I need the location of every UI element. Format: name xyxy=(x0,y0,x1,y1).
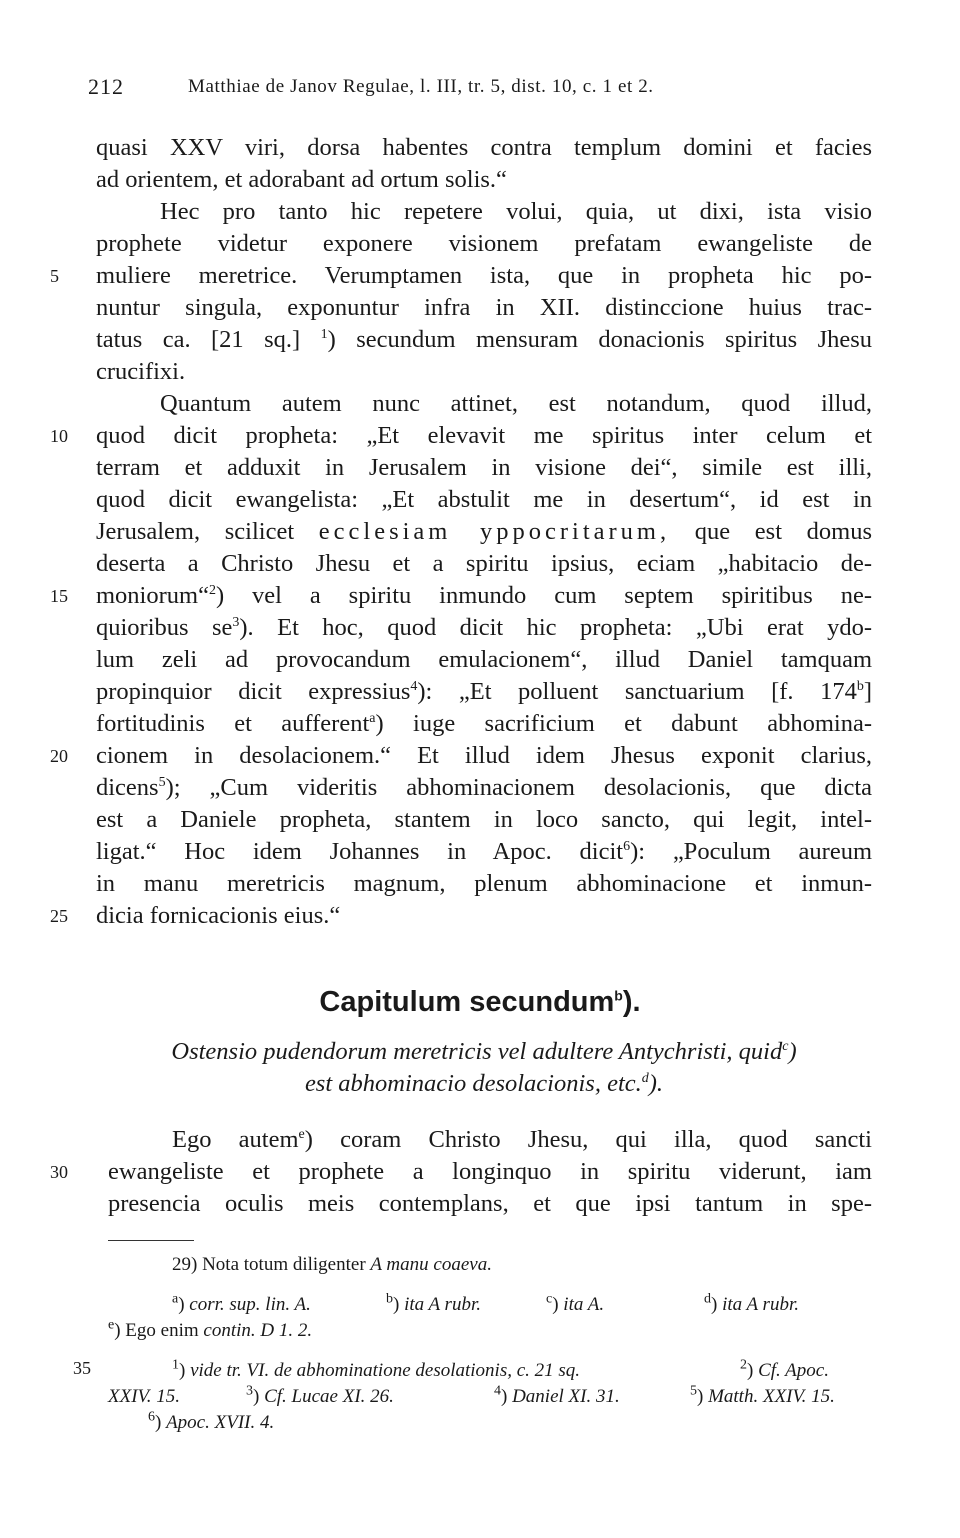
footnote-d: $^d$) ita A rubr. xyxy=(704,1291,799,1315)
chapter-title-ref: b xyxy=(614,987,623,1004)
text-line-14: deserta a Christo Jhesu et a spiritu ipsius, eciam „habitacio de- xyxy=(96,550,872,577)
footnote-text: ita A rubr. xyxy=(404,1294,481,1315)
text-fragment: que est domus xyxy=(694,518,873,545)
text-line-12: quod dicit ewangelista: „Et abstulit me in desertum“, id est in xyxy=(96,486,872,513)
text-fragment: tatus ca. [21 sq.] xyxy=(96,326,301,353)
text-line-13 xyxy=(96,516,872,548)
text-line-18: propinquior dicit expressius$^4$): „Et polluent sanctuarium [f. 174$^b$] xyxy=(96,678,873,705)
footnote-text: Apoc. XVII. 4. xyxy=(166,1412,275,1433)
line-number-35: 35 xyxy=(73,1358,91,1378)
line-number-15: 15 xyxy=(50,586,68,606)
footnote-text: ita A rubr. xyxy=(722,1294,799,1315)
chapter-text-line-2: ewangeliste et prophete a longinquo in spiritu viderunt, iam xyxy=(108,1158,872,1185)
chapter-subtitle-line-1: Ostensio pudendorum meretricis vel adultere Antychristi, quid$^c$) xyxy=(171,1038,797,1065)
text-line-11: terram et adduxit in Jerusalem in visione dei“, simile est illi, xyxy=(96,454,872,481)
footnote-text: Matth. XXIV. 15. xyxy=(708,1386,835,1407)
text-line-25: dicia fornicacionis eius.“ xyxy=(96,902,341,929)
footnote-2-cont xyxy=(108,1384,180,1410)
footnote-2: $^2$) Cf. Apoc. xyxy=(740,1357,829,1381)
footnote-ref-5: 5 xyxy=(158,774,166,790)
chapter-title-text: Capitulum secundum xyxy=(319,986,615,1018)
footnote-text: corr. sup. lin. A. xyxy=(189,1294,311,1315)
text-fragment: coram Christo Jhesu, qui illa, quod sancti xyxy=(340,1126,872,1153)
footnote-text: Cf. Apoc. xyxy=(758,1360,829,1381)
footnote-text: Nota totum diligenter xyxy=(202,1254,366,1275)
footnote-mark: d xyxy=(704,1291,711,1307)
text-line-23: ligat.“ Hoc idem Johannes in Apoc. dicit$^6$): „Poculum aureum xyxy=(96,838,873,865)
footnote-3: $^3$) Cf. Lucae XI. 26. xyxy=(246,1383,394,1407)
text-fragment: ] xyxy=(863,678,873,705)
text-line-2: ad orientem, et adorabant ad ortum solis.“ xyxy=(96,166,507,193)
line-number-25: 25 xyxy=(50,906,68,926)
footnote-ref-e: e xyxy=(298,1126,305,1142)
text-line-9: Quantum autem nunc attinet, est notandum, quod illud, xyxy=(160,390,872,417)
text-line-3: Hec pro tanto hic repetere volui, quia, ut dixi, ista visio xyxy=(160,198,872,225)
text-fragment: iuge sacrificium et dabunt abhomina- xyxy=(413,710,872,737)
text-line-6: nuntur singula, exponuntur infra in XII. distinccione huius trac- xyxy=(96,294,872,321)
footnote-ref-3: 3 xyxy=(232,614,240,630)
subtitle-text: Ostensio pudendorum meretricis vel adultere Antychristi, quid xyxy=(171,1038,783,1065)
text-fragment: vel a spiritu inmundo cum septem spiritibus ne- xyxy=(252,582,872,609)
footnote-ref-2: 2 xyxy=(208,582,216,598)
text-fragment: secundum mensuram donacionis spiritus Jhesu xyxy=(356,326,873,353)
footnote-b: $^b$) ita A rubr. xyxy=(386,1291,481,1315)
footnote-ref-1: 1 xyxy=(320,326,328,342)
footnote-ref-a: a xyxy=(369,710,376,726)
subtitle-ref-d: d xyxy=(641,1070,649,1086)
text-line-16: quioribus $se^3$). Et hoc, quod dicit hic propheta: „Ubi erat ydo- xyxy=(96,614,872,641)
text-line-21: dicens$^5$); „Cum videritis abhominacionem desolacionis, que dicta xyxy=(96,774,872,801)
footnote-number: 29) xyxy=(172,1254,198,1275)
text-line-4: prophete videtur exponere visionem prefatam ewangeliste de xyxy=(96,230,872,257)
text-fragment: Jerusalem, scilicet xyxy=(96,518,295,545)
text-fragment: fortitudinis et aufferent xyxy=(96,710,370,737)
footnote-mark: 2 xyxy=(740,1357,747,1373)
footnote-italic: A manu coaeva. xyxy=(370,1254,492,1275)
text-line-7: tatus ca. [21 sq.] $^1$) secundum mensuram donacionis spiritus Jhesu xyxy=(96,326,873,353)
text-fragment: „Cum videritis abhominacionem desolacionis, que dicta xyxy=(209,774,872,801)
text-fragment: „Et polluent sanctuarium [f. 174 xyxy=(458,678,857,705)
spaced-emphasis: ecclesiam yppocritarum, xyxy=(318,518,671,545)
chapter-text-line-1: Ego autem$^e$) coram Christo Jhesu, qui illa, quod sancti xyxy=(172,1126,872,1153)
line-number-10: 10 xyxy=(50,426,68,446)
footnote-5: $^5$) Matth. XXIV. 15. xyxy=(690,1383,835,1407)
footnote-mark: 3 xyxy=(246,1383,253,1399)
subtitle-text: est abhominacio desolacionis, etc. xyxy=(304,1070,642,1097)
footnote-mark: 4 xyxy=(494,1383,501,1399)
text-fragment: propinquior dicit expressius xyxy=(96,678,411,705)
text-line-24: in manu meretricis magnum, plenum abhominacione et inmun- xyxy=(96,870,872,897)
text-fragment: Et hoc, quod dicit hic propheta: „Ubi erat ydo- xyxy=(277,614,872,641)
text-line-15: moniorum“$^2$) vel a spiritu inmundo cum septem spiritibus ne- xyxy=(96,582,872,609)
footnote-text: vide tr. VI. de abhominatione desolationis, c. 21 sq. xyxy=(190,1360,581,1381)
text-fragment: „Poculum aureum xyxy=(672,838,873,865)
line-number-5: 5 xyxy=(50,266,59,286)
footnote-e: $^e$) Ego enim contin. D 1. 2. xyxy=(108,1317,313,1341)
footnote-4: $^4$) Daniel XI. 31. xyxy=(494,1383,620,1407)
line-number-20: 20 xyxy=(50,746,68,766)
text-line-22: est a Daniele propheta, stantem in loco sancto, qui legit, intel- xyxy=(96,806,872,833)
footnote-italic: contin. D 1. 2. xyxy=(203,1320,313,1341)
chapter-subtitle-line-2: est abhominacio desolacionis, etc.$^d$). xyxy=(304,1070,664,1097)
line-number-30: 30 xyxy=(50,1162,68,1182)
text-fragment: moniorum“ xyxy=(96,582,209,609)
footnote-text: Daniel XI. 31. xyxy=(512,1386,620,1407)
text-line-10: quod dicit propheta: „Et elevavit me spiritus inter celum et xyxy=(96,422,872,449)
text-fragment: Ego autem xyxy=(172,1126,299,1153)
footnote-mark: e xyxy=(108,1317,115,1333)
page-header xyxy=(88,74,878,104)
footnote-ref-4: 4 xyxy=(410,678,418,694)
footnote-mark: 1 xyxy=(172,1357,179,1373)
footnote-text: ita A. xyxy=(563,1294,605,1315)
footnote-divider xyxy=(108,1240,194,1241)
footnote-mark: b xyxy=(386,1291,393,1307)
footnote-1: $^1$) vide tr. VI. de abhominatione desolationis, c. 21 sq. xyxy=(172,1357,581,1381)
text-line-5: muliere meretrice. Verumptamen ista, que in propheta hic po- xyxy=(96,262,872,289)
footnote-mark: a xyxy=(172,1291,179,1307)
footnote-29 xyxy=(172,1252,492,1278)
footnote-mark: 6 xyxy=(148,1409,155,1425)
footnote-mark: 5 xyxy=(690,1383,697,1399)
text-fragment: ligat.“ Hoc idem Johannes in Apoc. dicit xyxy=(96,838,624,865)
text-line-8: crucifixi. xyxy=(96,358,186,385)
text-line-19: fortitudinis et aufferent$^a$) iuge sacrificium et dabunt abhomina- xyxy=(96,710,872,737)
subtitle-ref-c: c xyxy=(782,1038,789,1054)
page-number: 212 xyxy=(88,74,124,99)
footnote-text: Cf. Lucae XI. 26. xyxy=(264,1386,394,1407)
text-line-1: quasi XXV viri, dorsa habentes contra templum domini et facies xyxy=(96,134,872,161)
footnote-text: Ego enim xyxy=(125,1320,199,1341)
footnote-6: $^6$) Apoc. XVII. 4. xyxy=(148,1409,275,1433)
footnote-a: $^a$) corr. sup. lin. A. xyxy=(172,1291,311,1315)
running-title: Matthiae de Janov Regulae, l. III, tr. 5, dist. 10, c. 1 et 2. xyxy=(188,76,654,97)
chapter-text-line-3: presencia oculis meis contemplans, et que ipsi tantum in spe- xyxy=(108,1190,872,1217)
text-fragment: dicens xyxy=(96,774,159,801)
footnote-c: $^c$) ita A. xyxy=(546,1291,605,1315)
text-fragment: quioribus se xyxy=(96,614,233,641)
chapter-title: Capitulum secundum$^b$). xyxy=(319,986,641,1018)
folio-side: b xyxy=(856,678,864,694)
footnote-ref-6: 6 xyxy=(623,838,631,854)
text-line-17: lum zeli ad provocandum emulacionem“, illud Daniel tamquam xyxy=(96,646,872,673)
footnote-mark: c xyxy=(546,1291,553,1307)
text-line-20: cionem in desolacionem.“ Et illud idem Jhesus exponit clarius, xyxy=(96,742,872,769)
footnote-text: XXIV. 15. xyxy=(108,1386,180,1407)
